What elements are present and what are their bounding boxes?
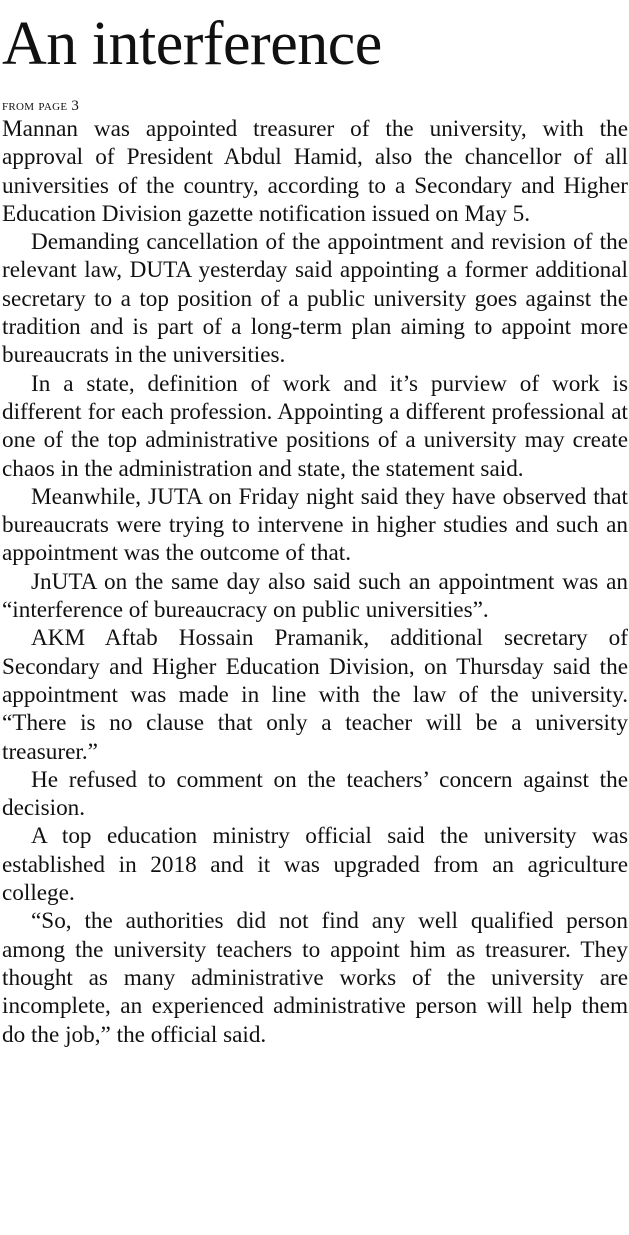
paragraph-6: AKM Aftab Hossain Pramanik, additional secretary of Secondary and Higher Education Division, on Thursday said the appointment was made in line with the law of the university. “There is no clause that only a teacher will be a university treasurer.” [2,625,628,765]
paragraph-4: Meanwhile, JUTA on Friday night said they have observed that bureaucrats were trying to intervene in higher studies and such an appointment was the outcome of that. [2,483,628,567]
paragraph-2: Demanding cancellation of the appointment and revision of the relevant law, DUTA yesterday said appointing a former additional secretary to a top position of a public university goes against the tradition and is part of a long-term plan aiming to appoint more bureaucrats in the universities. [2,229,628,369]
paragraph-8: A top education ministry official said the university was established in 2018 and it was upgraded from an agriculture college. [2,823,628,907]
paragraph-7: He refused to comment on the teachers’ concern against the decision. [2,766,628,822]
paragraph-9: “So, the authorities did not find any well qualified person among the university teachers to appoint him as treasurer. They thought as many administrative works of the university are incomplete, an experienced administrative person will help them do the job,” the official said. [2,908,628,1048]
news-article [2,0,628,1049]
continuation-kicker: from page 3 [2,98,80,114]
paragraph-5: JnUTA on the same day also said such an appointment was an “interference of bureaucracy on public universities”. [2,568,628,624]
article-headline: An interference [2,10,382,78]
paragraph-3: In a state, definition of work and it’s purview of work is different for each profession. Appointing a different professional at one of the top administrative positions of a university may create chaos in the administration and state, the statement said. [2,370,628,482]
article-body [2,115,628,1049]
paragraph-1: Mannan was appointed treasurer of the university, with the approval of President Abdul Hamid, also the chancellor of all universities of the country, according to a Secondary and Higher Education Division gazette notification issued on May 5. [2,116,628,227]
